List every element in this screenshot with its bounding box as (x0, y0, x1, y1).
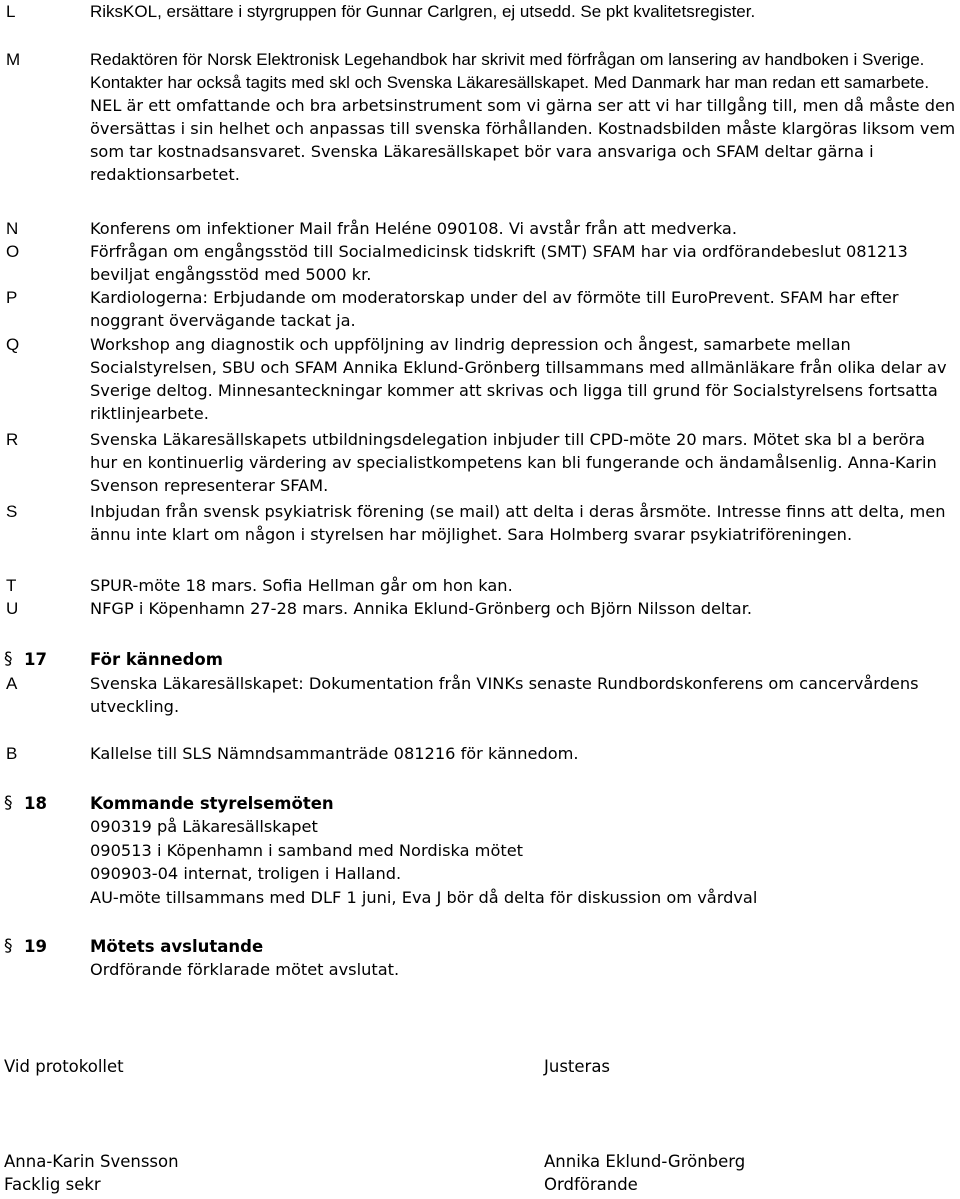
section-number: 18 (24, 794, 47, 813)
closing-line: Ordförande förklarade mötet avslutat. (90, 960, 400, 979)
section-number: 17 (24, 650, 47, 669)
item-label: M (6, 50, 21, 69)
signature-left-heading: Vid protokollet (4, 1057, 124, 1076)
item-text: Kallelse till SLS Nämndsammanträde 081216 för kännedom. (90, 744, 579, 763)
section-number: 19 (24, 937, 47, 956)
section-18-body (90, 815, 956, 909)
signature-left-name: Anna-Karin Svensson (4, 1152, 179, 1171)
signature-right-heading: Justeras (544, 1057, 611, 1076)
item-text: NFGP i Köpenhamn 27-28 mars. Annika Eklund-Grönberg och Björn Nilsson deltar. (90, 599, 753, 618)
item-label: N (6, 219, 19, 238)
item-text (90, 48, 956, 186)
item-label: S (6, 502, 18, 521)
item-label: R (6, 430, 19, 449)
item-label: A (6, 674, 18, 693)
item-text-part: NEL är ett omfattande och bra arbetsinstrument som vi gärna ser att vi har tillgång till, men då måste den översättas i sin helhet och anpassas till svenska förhållanden. Kostnadsbilden måste klargöras liksom vem som tar kostnadsansvaret. Svenska Läkaresällskapet bör vara ansvariga och SFAM deltar gärna i redaktionsarbetet. (90, 96, 956, 184)
item-text: Inbjudan från svensk psykiatrisk förening (se mail) att delta i deras årsmöte. Intresse finns att delta, men ännu inte klart om någon i styrelsen har möjlighet. Sara Holmberg svarar psykiatriföreningen. (90, 502, 946, 544)
item-text: RiksKOL, ersättare i styrgruppen för Gunnar Carlgren, ej utsedd. Se pkt kvalitetsregister. (90, 2, 756, 21)
item-text: Förfrågan om engångsstöd till Socialmedicinsk tidskrift (SMT) SFAM har via ordförandebeslut 081213 beviljat engångsstöd med 5000 kr. (90, 242, 908, 284)
item-label: T (6, 576, 17, 595)
item-label: O (6, 242, 20, 261)
meeting-line: 090319 på Läkaresällskapet (90, 817, 318, 836)
item-text: Workshop ang diagnostik och uppföljning av lindrig depression och ångest, samarbete mellan Socialstyrelsen, SBU och SFAM Annika Eklund-Grönberg tillsammans med allmänläkare från olika delar av Sverige deltog. Minnesanteckningar kommer att skrivas och ligga till grund för Socialstyrelsens fortsatta riktlinjearbete. (90, 335, 947, 423)
item-text: Kardiologerna: Erbjudande om moderatorskap under del av förmöte till EuroPrevent. SFAM har efter noggrant övervägande tackat ja. (90, 288, 899, 330)
signature-right-name: Annika Eklund-Grönberg (544, 1152, 746, 1171)
item-label: P (6, 288, 18, 307)
item-label: U (6, 599, 19, 618)
item-text: Svenska Läkaresällskapets utbildningsdelegation inbjuder till CPD-möte 20 mars. Mötet ska bl a beröra hur en kontinuerlig värdering av specialistkompetens kan bli fungerande och ändamålsenlig. Anna-Karin Svenson representerar SFAM. (90, 430, 937, 495)
section-marker: § (4, 793, 13, 813)
section-title: För kännedom (90, 650, 223, 669)
meeting-line: 090903-04 internat, troligen i Halland. (90, 864, 402, 883)
section-marker: § (4, 936, 13, 956)
signature-right-role: Ordförande (544, 1175, 638, 1194)
item-label: L (6, 2, 16, 21)
section-19-body (90, 958, 956, 982)
item-text-part: Redaktören för Norsk Elektronisk Legehandbok har skrivit med förfrågan om lansering av handboken i Sverige. Kontakter har också tagits med skl och Svenska Läkaresällskapet. Med Danmark har man redan ett samarbete. (90, 50, 930, 92)
meeting-line: AU-möte tillsammans med DLF 1 juni, Eva J bör då delta för diskussion om vårdval (90, 887, 758, 907)
item-label: B (6, 744, 18, 763)
meeting-line: 090513 i Köpenhamn i samband med Nordiska mötet (90, 840, 523, 860)
item-text: SPUR-möte 18 mars. Sofia Hellman går om hon kan. (90, 576, 513, 595)
section-marker: § (4, 649, 13, 669)
section-title: Mötets avslutande (90, 937, 264, 956)
signature-left-role: Facklig sekr (4, 1175, 101, 1194)
item-text: Svenska Läkaresällskapet: Dokumentation från VINKs senaste Rundbordskonferens om cancervårdens utveckling. (90, 674, 919, 716)
section-title: Kommande styrelsemöten (90, 794, 334, 813)
item-label: Q (6, 335, 20, 354)
item-text: Konferens om infektioner Mail från Heléne 090108. Vi avstår från att medverka. (90, 219, 737, 238)
